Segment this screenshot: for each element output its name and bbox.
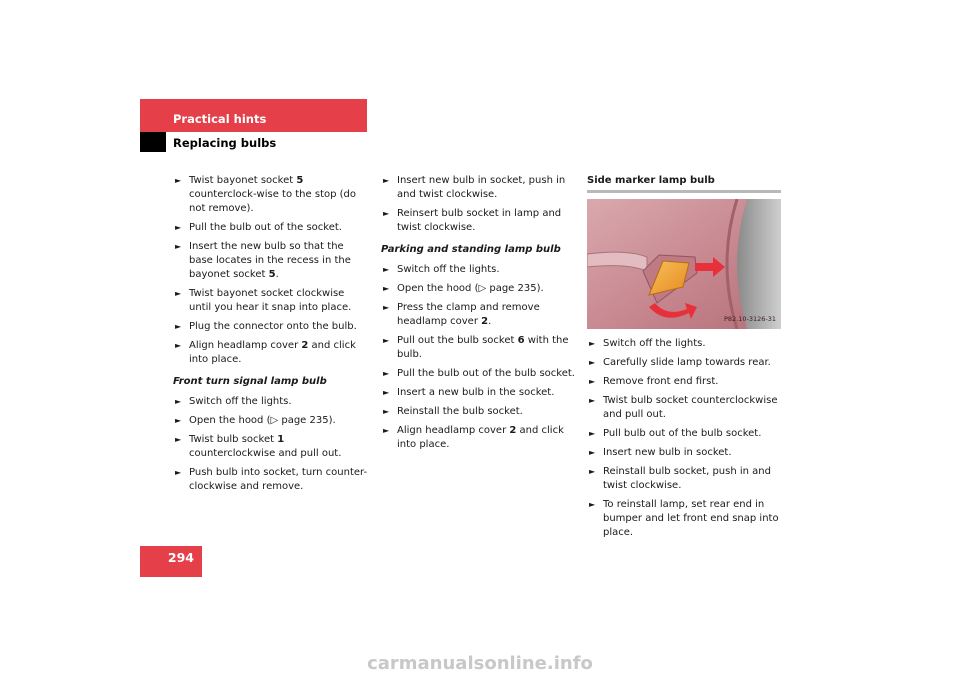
col1-steps-a <box>173 174 369 367</box>
instruction-step <box>381 334 577 362</box>
arrow-bullet-icon: ► <box>175 242 182 251</box>
arrow-bullet-icon: ► <box>589 396 596 405</box>
instruction-step <box>381 174 577 202</box>
instruction-step <box>173 320 369 334</box>
step-text: Twist bulb socket counterclockwise and pull out. <box>603 395 778 420</box>
instruction-step <box>587 427 781 441</box>
instruction-step <box>381 207 577 235</box>
instruction-step <box>173 414 369 428</box>
instruction-step <box>173 339 369 367</box>
col3-steps <box>587 337 781 540</box>
section-title-side-marker: Side marker lamp bulb <box>587 174 781 193</box>
arrow-bullet-icon: ► <box>589 448 596 457</box>
arrow-bullet-icon: ► <box>589 377 596 386</box>
arrow-bullet-icon: ► <box>589 358 596 367</box>
step-text: Carefully slide lamp towards rear. <box>603 357 771 368</box>
arrow-bullet-icon: ► <box>383 284 390 293</box>
step-text: Switch off the lights. <box>603 338 706 349</box>
arrow-bullet-icon: ► <box>383 369 390 378</box>
step-reference-number: 5 <box>268 269 276 280</box>
header-black-tab <box>140 132 166 152</box>
instruction-step <box>173 174 369 216</box>
subheading-front-turn-signal: Front turn signal lamp bulb <box>173 376 327 387</box>
watermark-text: carmanualsonline.info <box>367 653 593 674</box>
step-text: Twist bulb socket <box>189 434 278 445</box>
instruction-step <box>587 465 781 493</box>
col2-steps-a <box>381 174 577 235</box>
step-text: To reinstall lamp, set rear end in bumper and let front end snap into place. <box>603 499 779 538</box>
step-text: Switch off the lights. <box>397 264 500 275</box>
page-number: 294 <box>167 550 194 565</box>
column-3 <box>587 174 781 545</box>
arrow-bullet-icon: ► <box>383 209 390 218</box>
step-text: Reinsert bulb socket in lamp and twist clockwise. <box>397 208 562 233</box>
figure-code: P82.10-3126-31 <box>723 315 776 323</box>
instruction-step <box>381 424 577 452</box>
step-text: with the bulb. <box>397 335 569 360</box>
step-text: Insert a new bulb in the socket. <box>397 387 555 398</box>
step-text: Reinstall the bulb socket. <box>397 406 523 417</box>
arrow-bullet-icon: ► <box>175 223 182 232</box>
step-text: . <box>275 269 279 280</box>
step-text: . <box>488 316 492 327</box>
step-text: Pull the bulb out of the bulb socket. <box>397 368 575 379</box>
arrow-bullet-icon: ► <box>383 388 390 397</box>
arrow-bullet-icon: ► <box>383 336 390 345</box>
step-text: Align headlamp cover <box>189 340 302 351</box>
instruction-step <box>173 433 369 461</box>
arrow-bullet-icon: ► <box>383 303 390 312</box>
subheading-parking-lamp: Parking and standing lamp bulb <box>381 244 561 255</box>
step-text: Twist bayonet socket <box>189 175 297 186</box>
instruction-step <box>173 395 369 409</box>
step-text: Pull bulb out of the bulb socket. <box>603 428 762 439</box>
step-text: Switch off the lights. <box>189 396 292 407</box>
step-text: counterclock-wise to the stop (do not remove). <box>189 189 356 214</box>
step-text: Push bulb into socket, turn counter-clockwise and remove. <box>189 467 368 492</box>
instruction-step <box>587 375 781 389</box>
step-text: Reinstall bulb socket, push in and twist clockwise. <box>603 466 771 491</box>
side-marker-lamp-illustration <box>587 199 781 329</box>
step-text: Insert the new bulb so that the base locates in the recess in the bayonet socket <box>189 241 351 280</box>
arrow-bullet-icon: ► <box>175 176 182 185</box>
arrow-bullet-icon: ► <box>175 322 182 331</box>
instruction-step <box>173 221 369 235</box>
step-reference-number: 5 <box>296 175 304 186</box>
arrow-bullet-icon: ► <box>589 500 596 509</box>
step-text: Twist bayonet socket clockwise until you hear it snap into place. <box>189 288 352 313</box>
step-text: and click into place. <box>189 340 356 365</box>
col1-steps-b <box>173 395 369 494</box>
arrow-bullet-icon: ► <box>383 407 390 416</box>
arrow-bullet-icon: ► <box>383 426 390 435</box>
column-2 <box>381 174 577 457</box>
instruction-step <box>587 337 781 351</box>
instruction-step <box>381 367 577 381</box>
instruction-step <box>587 394 781 422</box>
step-text: Pull the bulb out of the socket. <box>189 222 342 233</box>
arrow-bullet-icon: ► <box>175 341 182 350</box>
step-reference-number: 2 <box>481 316 489 327</box>
step-reference-number: 6 <box>517 335 525 346</box>
instruction-step <box>381 263 577 277</box>
page-number-box <box>140 546 202 577</box>
chapter-title: Practical hints <box>173 112 267 126</box>
step-text: Align headlamp cover <box>397 425 510 436</box>
step-text: Pull out the bulb socket <box>397 335 518 346</box>
instruction-step <box>173 240 369 282</box>
step-text: Open the hood (▷ page 235). <box>189 415 336 426</box>
arrow-bullet-icon: ► <box>175 397 182 406</box>
step-reference-number: 1 <box>277 434 285 445</box>
step-text: Insert new bulb in socket. <box>603 447 732 458</box>
arrow-bullet-icon: ► <box>589 467 596 476</box>
col2-steps-b <box>381 263 577 452</box>
instruction-step <box>173 466 369 494</box>
arrow-bullet-icon: ► <box>383 265 390 274</box>
step-text: Open the hood (▷ page 235). <box>397 283 544 294</box>
instruction-step <box>173 287 369 315</box>
arrow-bullet-icon: ► <box>383 176 390 185</box>
step-text: counterclockwise and pull out. <box>189 448 342 459</box>
step-text: Insert new bulb in socket, push in and twist clockwise. <box>397 175 566 200</box>
arrow-bullet-icon: ► <box>589 339 596 348</box>
column-1 <box>173 174 369 499</box>
arrow-bullet-icon: ► <box>175 468 182 477</box>
section-subtitle: Replacing bulbs <box>173 136 277 150</box>
instruction-step <box>381 405 577 419</box>
arrow-bullet-icon: ► <box>589 429 596 438</box>
step-reference-number: 2 <box>509 425 517 436</box>
arrow-bullet-icon: ► <box>175 416 182 425</box>
instruction-step <box>587 498 781 540</box>
instruction-step <box>381 386 577 400</box>
instruction-step <box>587 446 781 460</box>
step-text: Plug the connector onto the bulb. <box>189 321 357 332</box>
instruction-step <box>381 301 577 329</box>
step-reference-number: 2 <box>301 340 309 351</box>
instruction-step <box>587 356 781 370</box>
arrow-bullet-icon: ► <box>175 289 182 298</box>
step-text: Remove front end first. <box>603 376 719 387</box>
step-text: and click into place. <box>397 425 564 450</box>
step-text: Press the clamp and remove headlamp cover <box>397 302 540 327</box>
instruction-step <box>381 282 577 296</box>
arrow-bullet-icon: ► <box>175 435 182 444</box>
